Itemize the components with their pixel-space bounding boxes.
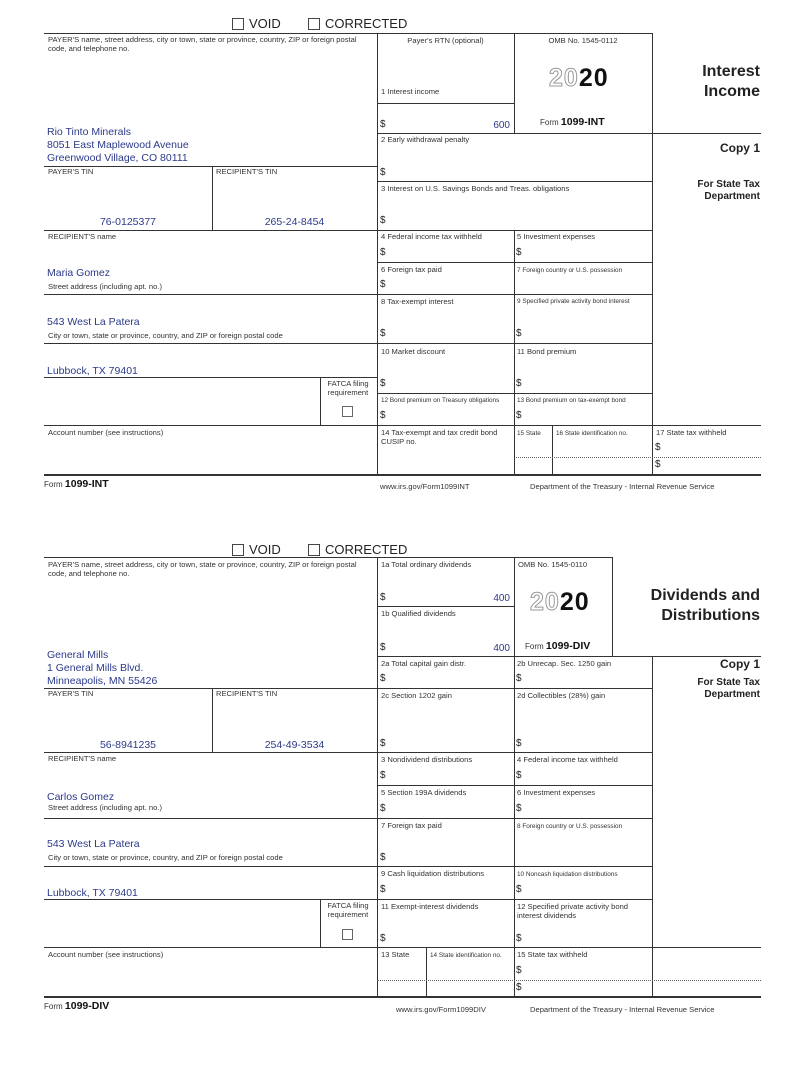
divider bbox=[612, 557, 613, 657]
box15-label: 15 State tax withheld bbox=[517, 950, 588, 959]
box10-label: 10 Noncash liquidation distributions bbox=[517, 871, 618, 878]
copy-subtitle: For State Tax Department bbox=[697, 179, 760, 202]
tax-year: 2020 bbox=[530, 588, 590, 616]
footer-url[interactable]: www.irs.gov/Form1099DIV bbox=[396, 1005, 486, 1014]
payer-rtn-label: Payer's RTN (optional) bbox=[407, 36, 484, 45]
form-bottom-border bbox=[44, 996, 761, 998]
payer-name: General Mills bbox=[47, 649, 109, 661]
box6-label: 6 Investment expenses bbox=[517, 788, 596, 797]
box8-label: 8 Foreign country or U.S. possession bbox=[517, 823, 623, 830]
divider bbox=[377, 980, 761, 981]
divider bbox=[44, 899, 377, 900]
divider bbox=[377, 899, 652, 900]
recipient-name-label: RECIPIENT'S name bbox=[48, 232, 117, 241]
form-top-border bbox=[44, 557, 613, 558]
box3-label: 3 Nondividend distributions bbox=[381, 755, 473, 764]
recipient-tin: 254-49-3534 bbox=[264, 739, 325, 751]
form-id: Form 1099-DIV bbox=[525, 640, 591, 652]
divider bbox=[377, 866, 652, 867]
footer-form-id: Form 1099-DIV bbox=[44, 1000, 110, 1012]
account-number-label: Account number (see instructions) bbox=[48, 428, 164, 437]
box5-label: 5 Section 199A dividends bbox=[381, 788, 467, 797]
street-label: Street address (including apt. no.) bbox=[48, 282, 162, 291]
void-checkbox[interactable]: VOID bbox=[232, 542, 281, 557]
recipient-street: 543 West La Patera bbox=[47, 316, 140, 328]
box1b-value: 400 bbox=[493, 643, 510, 654]
divider bbox=[426, 947, 427, 997]
payer-city: Minneapolis, MN 55426 bbox=[47, 675, 158, 687]
checkbox-icon[interactable] bbox=[308, 544, 320, 556]
city-label: City or town, state or province, country, and ZIP or foreign postal code bbox=[48, 331, 283, 340]
payer-label: PAYER'S name, street address, city or town, state or province, country, ZIP or foreign postal code, and telephone no. bbox=[48, 35, 357, 53]
box1a-value: 400 bbox=[493, 593, 510, 604]
box11-label: 11 Bond premium bbox=[517, 347, 577, 356]
fatca-label: FATCA filing requirement bbox=[327, 901, 369, 919]
fatca-checkbox[interactable] bbox=[342, 929, 353, 940]
divider bbox=[377, 688, 652, 689]
box10-label: 10 Market discount bbox=[381, 347, 446, 356]
box1-value: 600 bbox=[493, 120, 510, 131]
divider bbox=[44, 866, 377, 867]
box7-label: 7 Foreign tax paid bbox=[381, 821, 442, 830]
divider bbox=[44, 752, 652, 753]
payer-tin: 56-8941235 bbox=[99, 739, 157, 751]
payer-street: 8051 East Maplewood Avenue bbox=[47, 139, 189, 151]
divider bbox=[377, 606, 514, 607]
recipient-city: Lubbock, TX 79401 bbox=[47, 887, 138, 899]
checkbox-icon[interactable] bbox=[232, 544, 244, 556]
box15-label: 15 State bbox=[517, 430, 541, 437]
box14-label: 14 State identification no. bbox=[430, 952, 502, 959]
box2b-label: 2b Unrecap. Sec. 1250 gain bbox=[517, 659, 612, 668]
form-title: Dividends and Distributions bbox=[650, 587, 760, 624]
box13-label: 13 Bond premium on tax-exempt bond bbox=[517, 397, 626, 404]
footer-department: Department of the Treasury - Internal Revenue Service bbox=[530, 482, 715, 491]
box9-label: 9 Specified private activity bond interest bbox=[517, 298, 630, 305]
payer-tin-label: PAYER'S TIN bbox=[48, 167, 94, 176]
recipient-name: Carlos Gomez bbox=[47, 791, 115, 803]
copy-label: Copy 1 bbox=[719, 141, 760, 155]
divider bbox=[44, 688, 377, 689]
box3-label: 3 Interest on U.S. Savings Bonds and Treas. obligations bbox=[381, 184, 570, 193]
recipient-tin-label: RECIPIENT'S TIN bbox=[216, 167, 278, 176]
recipient-city: Lubbock, TX 79401 bbox=[47, 365, 138, 377]
box17-label: 17 State tax withheld bbox=[656, 428, 727, 437]
box12-label: 12 Specified private activity bond interest dividends bbox=[517, 902, 629, 920]
divider bbox=[652, 657, 653, 997]
form-title: Interest Income bbox=[702, 63, 760, 100]
recipient-name: Maria Gomez bbox=[47, 267, 111, 279]
box4-label: 4 Federal income tax withheld bbox=[517, 755, 618, 764]
box5-label: 5 Investment expenses bbox=[517, 232, 596, 241]
copy-label: Copy 1 bbox=[719, 657, 760, 671]
city-label: City or town, state or province, country, and ZIP or foreign postal code bbox=[48, 853, 283, 862]
payer-tin-label: PAYER'S TIN bbox=[48, 689, 94, 698]
payer-name: Rio Tinto Minerals bbox=[47, 126, 132, 138]
box12-label: 12 Bond premium on Treasury obligations bbox=[381, 397, 500, 404]
divider bbox=[377, 818, 652, 819]
box8-label: 8 Tax-exempt interest bbox=[381, 297, 454, 306]
payer-street: 1 General Mills Blvd. bbox=[47, 662, 144, 674]
payer-city: Greenwood Village, CO 80111 bbox=[47, 152, 188, 164]
box9-label: 9 Cash liquidation distributions bbox=[381, 869, 484, 878]
box2-label: 2 Early withdrawal penalty bbox=[381, 135, 470, 144]
tax-year: 2020 bbox=[549, 64, 609, 92]
corrected-checkbox[interactable]: CORRECTED bbox=[308, 16, 407, 31]
recipient-name-label: RECIPIENT'S name bbox=[48, 754, 117, 763]
payer-tin: 76-0125377 bbox=[99, 216, 157, 228]
box2c-label: 2c Section 1202 gain bbox=[381, 691, 452, 700]
box14-label: 14 Tax-exempt and tax credit bond CUSIP no. bbox=[381, 428, 498, 446]
account-number-label: Account number (see instructions) bbox=[48, 950, 164, 959]
divider bbox=[377, 785, 652, 786]
footer-url[interactable]: www.irs.gov/Form1099INT bbox=[380, 482, 470, 491]
form-1099-int: VOID CORRECTED PAYER'S name, street address, city or town, state or province, country, ZIP or foreign postal code, and telephone no. Rio Tinto Minerals 8051 East Maplewood Avenue Greenwood Village, CO 80111 Payer's RTN (optional) OMB No. 1545-0112 2020 Form 1099-INT 1 Interest income $ 600 Interest Income Copy 1 For State Tax Department 2 Early withdrawal penalty $ PAYER'S TIN RECIPIENT'S TIN 76-0125377 265-24-8454 3 Interest on U.S. Savings Bonds and Treas. obligations $ RECIPIENT'S name Maria Gomez 4 Federal income tax withheld $ 5 Investment expenses $ Street address (including apt. no.) 6 Foreign tax paid $ 7 Foreign country or U.S. possession 543 West La Patera 8 Tax-exempt interest $ 9 Specified private activity bond interest $ City or town, state or province, country, and ZIP or foreign postal code Lubbock, TX 79401 10 Market discount $ 11 Bond premium $ FATCA filing requirement 12 Bond premium on Treasury obligations $ 13 Bond premium on tax-exempt bond $ Account number (see instructions) 14 Tax-exempt and tax credit bond CUSIP no. 15 State 16 State identification no. 17 State tax withheld $ $ Form 1099-INT www.irs.gov/Form1099INT Department of the Treasury - Internal Revenue Service bbox=[44, 16, 760, 491]
form-id: Form 1099-INT bbox=[540, 116, 605, 128]
box13-label: 13 State bbox=[381, 950, 410, 959]
box11-label: 11 Exempt-interest dividends bbox=[381, 902, 479, 911]
void-checkbox[interactable]: VOID bbox=[232, 16, 281, 31]
footer-department: Department of the Treasury - Internal Revenue Service bbox=[530, 1005, 715, 1014]
payer-label: PAYER'S name, street address, city or town, state or province, country, ZIP or foreign postal code, and telephone no. bbox=[48, 560, 357, 578]
recipient-tin-label: RECIPIENT'S TIN bbox=[216, 689, 278, 698]
street-label: Street address (including apt. no.) bbox=[48, 803, 162, 812]
box16-label: 16 State identification no. bbox=[556, 430, 628, 437]
corrected-checkbox[interactable]: CORRECTED bbox=[308, 542, 407, 557]
divider bbox=[44, 818, 377, 819]
divider bbox=[514, 557, 515, 997]
box1b-label: 1b Qualified dividends bbox=[381, 609, 456, 618]
footer-form-id: Form 1099-INT bbox=[44, 478, 109, 490]
box1a-label: 1a Total ordinary dividends bbox=[381, 560, 472, 569]
box7-label: 7 Foreign country or U.S. possession bbox=[517, 267, 623, 274]
divider bbox=[377, 557, 378, 997]
box6-label: 6 Foreign tax paid bbox=[381, 265, 442, 274]
fatca-label: FATCA filing requirement bbox=[327, 379, 369, 397]
box2a-label: 2a Total capital gain distr. bbox=[381, 659, 467, 668]
omb-number: OMB No. 1545-0110 bbox=[518, 560, 588, 569]
box2d-label: 2d Collectibles (28%) gain bbox=[517, 691, 606, 700]
copy-subtitle: For State Tax Department bbox=[697, 677, 760, 700]
box4-label: 4 Federal income tax withheld bbox=[381, 232, 482, 241]
recipient-tin: 265-24-8454 bbox=[264, 216, 325, 228]
box1-label: 1 Interest income bbox=[381, 87, 440, 96]
form-1099-div: VOID CORRECTED PAYER'S name, street address, city or town, state or province, country, ZIP or foreign postal code, and telephone no. General Mills 1 General Mills Blvd. Minneapolis, MN 55426 1a Total ordinary dividends $ 400 1b Qualified dividends $ 400 OMB No. 1545-0110 2020 Form 1099-DIV Dividends and Distributions Copy 1 For State Tax Department 2a Total capital gain distr. $ 2b Unrecap. Sec. 1250 gain $ PAYER'S TIN RECIPIENT'S TIN 56-8941235 254-49-3534 2c Section 1202 gain $ 2d Collectibles (28%) gain $ RECIPIENT'S name Carlos Gomez 3 Nondividend distributions $ 4 Federal income tax withheld $ Street address (including apt. no.) 5 Section 199A dividends $ 6 Investment expenses $ 543 West La Patera 7 Foreign tax paid $ 8 Foreign country or U.S. possession City or town, state or province, country, and ZIP or foreign postal code Lubbock, TX 79401 9 Cash liquidation distributions $ 10 Noncash liquidation distributions $ FATCA filing requirement 11 Exempt-interest dividends $ 12 Specified private activity bond interest dividends $ Account number (see instructions) 13 State 14 State identification no. 15 State tax withheld $ $ Form 1099-DIV www.irs.gov/Form1099DIV Department of the Treasury - Internal Revenue Service bbox=[44, 542, 760, 1014]
divider bbox=[44, 947, 761, 948]
omb-number: OMB No. 1545-0112 bbox=[548, 36, 618, 45]
recipient-street: 543 West La Patera bbox=[47, 838, 140, 850]
